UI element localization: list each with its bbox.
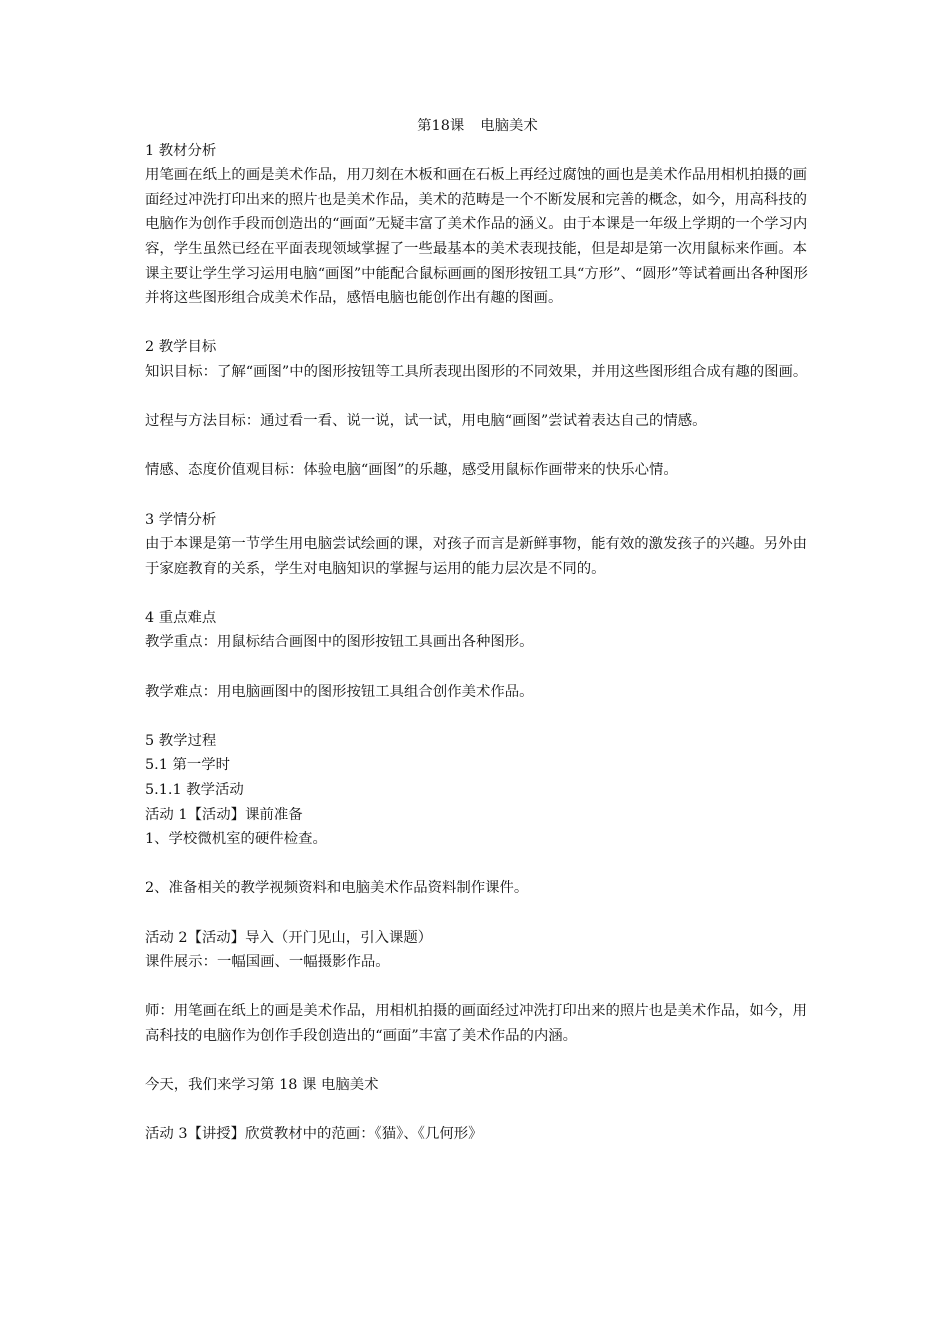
document-page	[145, 114, 810, 1147]
paragraph-spacer	[145, 975, 810, 1000]
paragraph-spacer	[145, 704, 810, 729]
paragraph: 3 学情分析	[145, 511, 217, 528]
paragraph: 课件展示：一幅国画、一幅摄影作品。	[145, 954, 390, 971]
paragraph-spacer	[145, 1098, 810, 1123]
paragraph: 4 重点难点	[145, 609, 217, 626]
paragraph: 活动 3【讲授】欣赏教材中的范画：《猫》、《几何形》	[145, 1126, 483, 1143]
paragraph-spacer	[145, 581, 810, 606]
paragraph: 由于本课是第一节学生用电脑尝试绘画的课，对孩子而言是新鲜事物，能有效的激发孩子的兴趣。另外由于家庭教育的关系，学生对电脑知识的掌握与运用的能力层次是不同的。	[145, 536, 807, 577]
paragraph-spacer	[145, 434, 810, 459]
paragraph: 1 教材分析	[145, 142, 217, 159]
document-body	[145, 139, 810, 1147]
lesson-number: 第18课	[417, 118, 465, 134]
paragraph: 用笔画在纸上的画是美术作品，用刀刻在木板和画在石板上再经过腐蚀的画也是美术作品用相机拍摄的画面经过冲洗打印出来的照片也是美术作品，美术的范畴是一个不断发展和完善的概念，如今，用高科技的电脑作为创作手段而创造出的“画面”无疑丰富了美术作品的涵义。由于本课是一年级上学期的一个学习内容，学生虽然已经在平面表现领域掌握了一些最基本的美术表现技能，但是却是第一次用鼠标来作画。本课主要让学生学习运用电脑“画图”中能配合鼠标画画的图形按钮工具“方形”、“圆形”等试着画出各种图形并将这些图形组合成美术作品，感悟电脑也能创作出有趣的图画。	[145, 167, 808, 307]
paragraph: 知识目标：了解“画图”中的图形按钮等工具所表现出图形的不同效果，并用这些图形组合成有趣的图画。	[145, 363, 808, 380]
paragraph: 1、学校微机室的硬件检查。	[145, 831, 327, 848]
paragraph-spacer	[145, 655, 810, 680]
paragraph: 今天，我们来学习第 18 课 电脑美术	[145, 1077, 379, 1094]
paragraph: 5.1 第一学时	[145, 757, 231, 774]
paragraph-spacer	[145, 311, 810, 336]
paragraph-spacer	[145, 901, 810, 926]
paragraph-spacer	[145, 385, 810, 410]
paragraph: 过程与方法目标：通过看一看、说一说，试一试，用电脑“画图”尝试着表达自己的情感。	[145, 413, 707, 430]
lesson-name: 电脑美术	[480, 118, 538, 134]
paragraph-spacer	[145, 1049, 810, 1074]
paragraph-spacer	[145, 852, 810, 877]
paragraph: 5 教学过程	[145, 732, 217, 749]
paragraph-spacer	[145, 483, 810, 508]
paragraph: 情感、态度价值观目标：体验电脑“画图”的乐趣，感受用鼠标作画带来的快乐心情。	[145, 462, 678, 479]
paragraph: 活动 2【活动】导入（开门见山，引入课题）	[145, 929, 433, 946]
paragraph: 教学难点：用电脑画图中的图形按钮工具组合创作美术作品。	[145, 683, 534, 700]
paragraph: 5.1.1 教学活动	[145, 782, 244, 799]
paragraph: 2、准备相关的教学视频资料和电脑美术作品资料制作课件。	[145, 880, 529, 897]
paragraph: 师：用笔画在纸上的画是美术作品，用相机拍摄的画面经过冲洗打印出来的照片也是美术作品，如今，用高科技的电脑作为创作手段创造出的“画面”丰富了美术作品的内涵。	[145, 1003, 807, 1044]
paragraph: 教学重点：用鼠标结合画图中的图形按钮工具画出各种图形。	[145, 634, 534, 651]
lesson-title	[145, 114, 810, 139]
paragraph: 活动 1【活动】课前准备	[145, 806, 303, 823]
paragraph: 2 教学目标	[145, 339, 217, 356]
